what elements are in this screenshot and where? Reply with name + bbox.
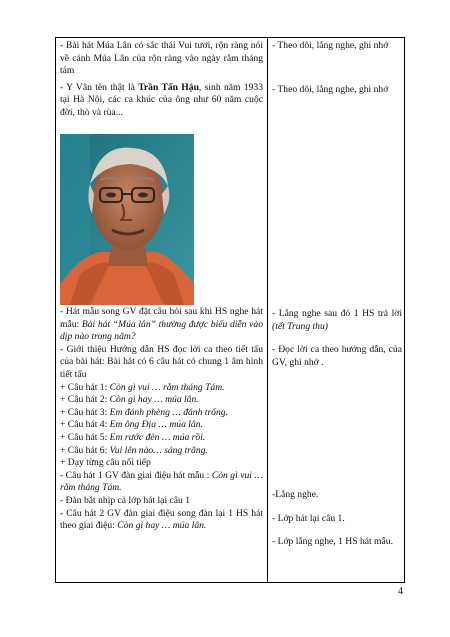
composer-photo <box>60 134 194 305</box>
sentence-text: Còn gì vui … rằm tháng Tám. <box>109 381 225 393</box>
student-activities-column <box>272 40 402 96</box>
sentence-prefix: + Câu hát 3: <box>60 406 110 418</box>
sentence-6 <box>60 445 263 458</box>
bio-suffix: , sinh năm 1933 tại Hà Nội, các ca khúc của ông như 60 năm cuộc đời, thò và rùa... <box>60 81 263 118</box>
sentence-text: Còn gì hay … múa lân. <box>109 394 199 406</box>
teach-each: + Dạy từng câu nối tiếp <box>60 457 151 469</box>
sentence-prefix: + Câu hát 1: <box>60 381 110 393</box>
response-5: -Lắng nghe. <box>272 489 319 500</box>
sentence-2 <box>60 394 263 407</box>
step-sentence-2 <box>60 508 263 533</box>
column-divider <box>267 38 268 582</box>
sentence-3 <box>60 407 263 420</box>
sentence-prefix: + Câu hát 4: <box>60 419 110 431</box>
sentence-text: Em rước đèn … múa rồi. <box>109 431 206 443</box>
sing-prefix: - Hát mẫu song GV đặt câu hỏi sau khi HS nghe hát mẫu: <box>60 306 263 330</box>
sentence-text: Em ông Địa … múa lân. <box>109 419 203 431</box>
step-text: Còn gì hay … múa lân. <box>117 520 207 532</box>
page-number: 4 <box>398 586 403 597</box>
teaching-steps <box>60 306 263 533</box>
response-2: - Theo dõi, lắng nghe, ghi nhớ <box>272 83 389 95</box>
bio-prefix: - Y Vân tên thật là <box>60 81 139 93</box>
lesson-table <box>55 37 405 583</box>
sentence-4 <box>60 419 263 432</box>
sing-question: Bài hát “Múa lân” thường được biểu diễn vào dịp nào trong năm? <box>60 318 263 343</box>
teacher-activities-column <box>60 40 263 120</box>
sentence-prefix: + Câu hát 2: <box>60 394 110 406</box>
step-prefix: - Câu hát 2 GV đàn giai điệu song đàn lại 1 HS hát theo giai điệu: <box>60 507 263 532</box>
sentence-1 <box>60 382 263 395</box>
composer-name: Trần Tấn Hậu <box>138 81 199 93</box>
response-3 <box>272 308 402 333</box>
step-text: Còn gì vui … rằm tháng Tám. <box>60 469 263 494</box>
sentence-text: Em đánh phèng … đánh trống. <box>109 406 228 418</box>
sentence-prefix: + Câu hát 6: <box>60 444 110 456</box>
response-4: - Đọc lời ca theo hướng dẫn, của GV, ghi nhớ . <box>272 344 402 368</box>
sing-sample <box>60 306 263 344</box>
response-7: - Lớp lắng nghe, 1 HS hát mẫu. <box>272 536 393 548</box>
song-intro: - Bài hát Múa Lân có sắc thái Vui tươi, rộn ràng nói về cảnh Múa Lân của rộn ràng vào ngày rằm tháng tám <box>60 40 263 77</box>
student-responses-lower <box>272 489 402 549</box>
rhythm-step: - Đàn bắt nhịp cả lớp hát lại câu 1 <box>60 494 191 506</box>
step-sentence-1 <box>60 470 263 495</box>
composer-bio <box>60 82 263 120</box>
step-prefix: - Câu hát 1 GV đàn giai điệu hát mẫu : <box>60 469 212 481</box>
sentence-5 <box>60 432 263 445</box>
response-answer: (tết Trung thu) <box>272 320 328 332</box>
response-1: - Theo dõi, lắng nghe, ghi nhớ <box>272 40 389 51</box>
guide-text: - Giới thiệu Hướng dẫn HS đọc lời ca theo tiết tấu của bài hát: Bài hát có 6 câu hát có chung 1 âm hình tiết tấu <box>60 343 263 380</box>
response-6: - Lớp hát lại câu 1. <box>272 512 345 524</box>
sentence-prefix: + Câu hát 5: <box>60 431 110 443</box>
student-responses <box>272 308 402 369</box>
sentence-text: Vui lên nào… sáng trăng. <box>109 444 208 456</box>
response-prefix: - Lắng nghe sau đó 1 HS trả lời <box>272 308 402 319</box>
